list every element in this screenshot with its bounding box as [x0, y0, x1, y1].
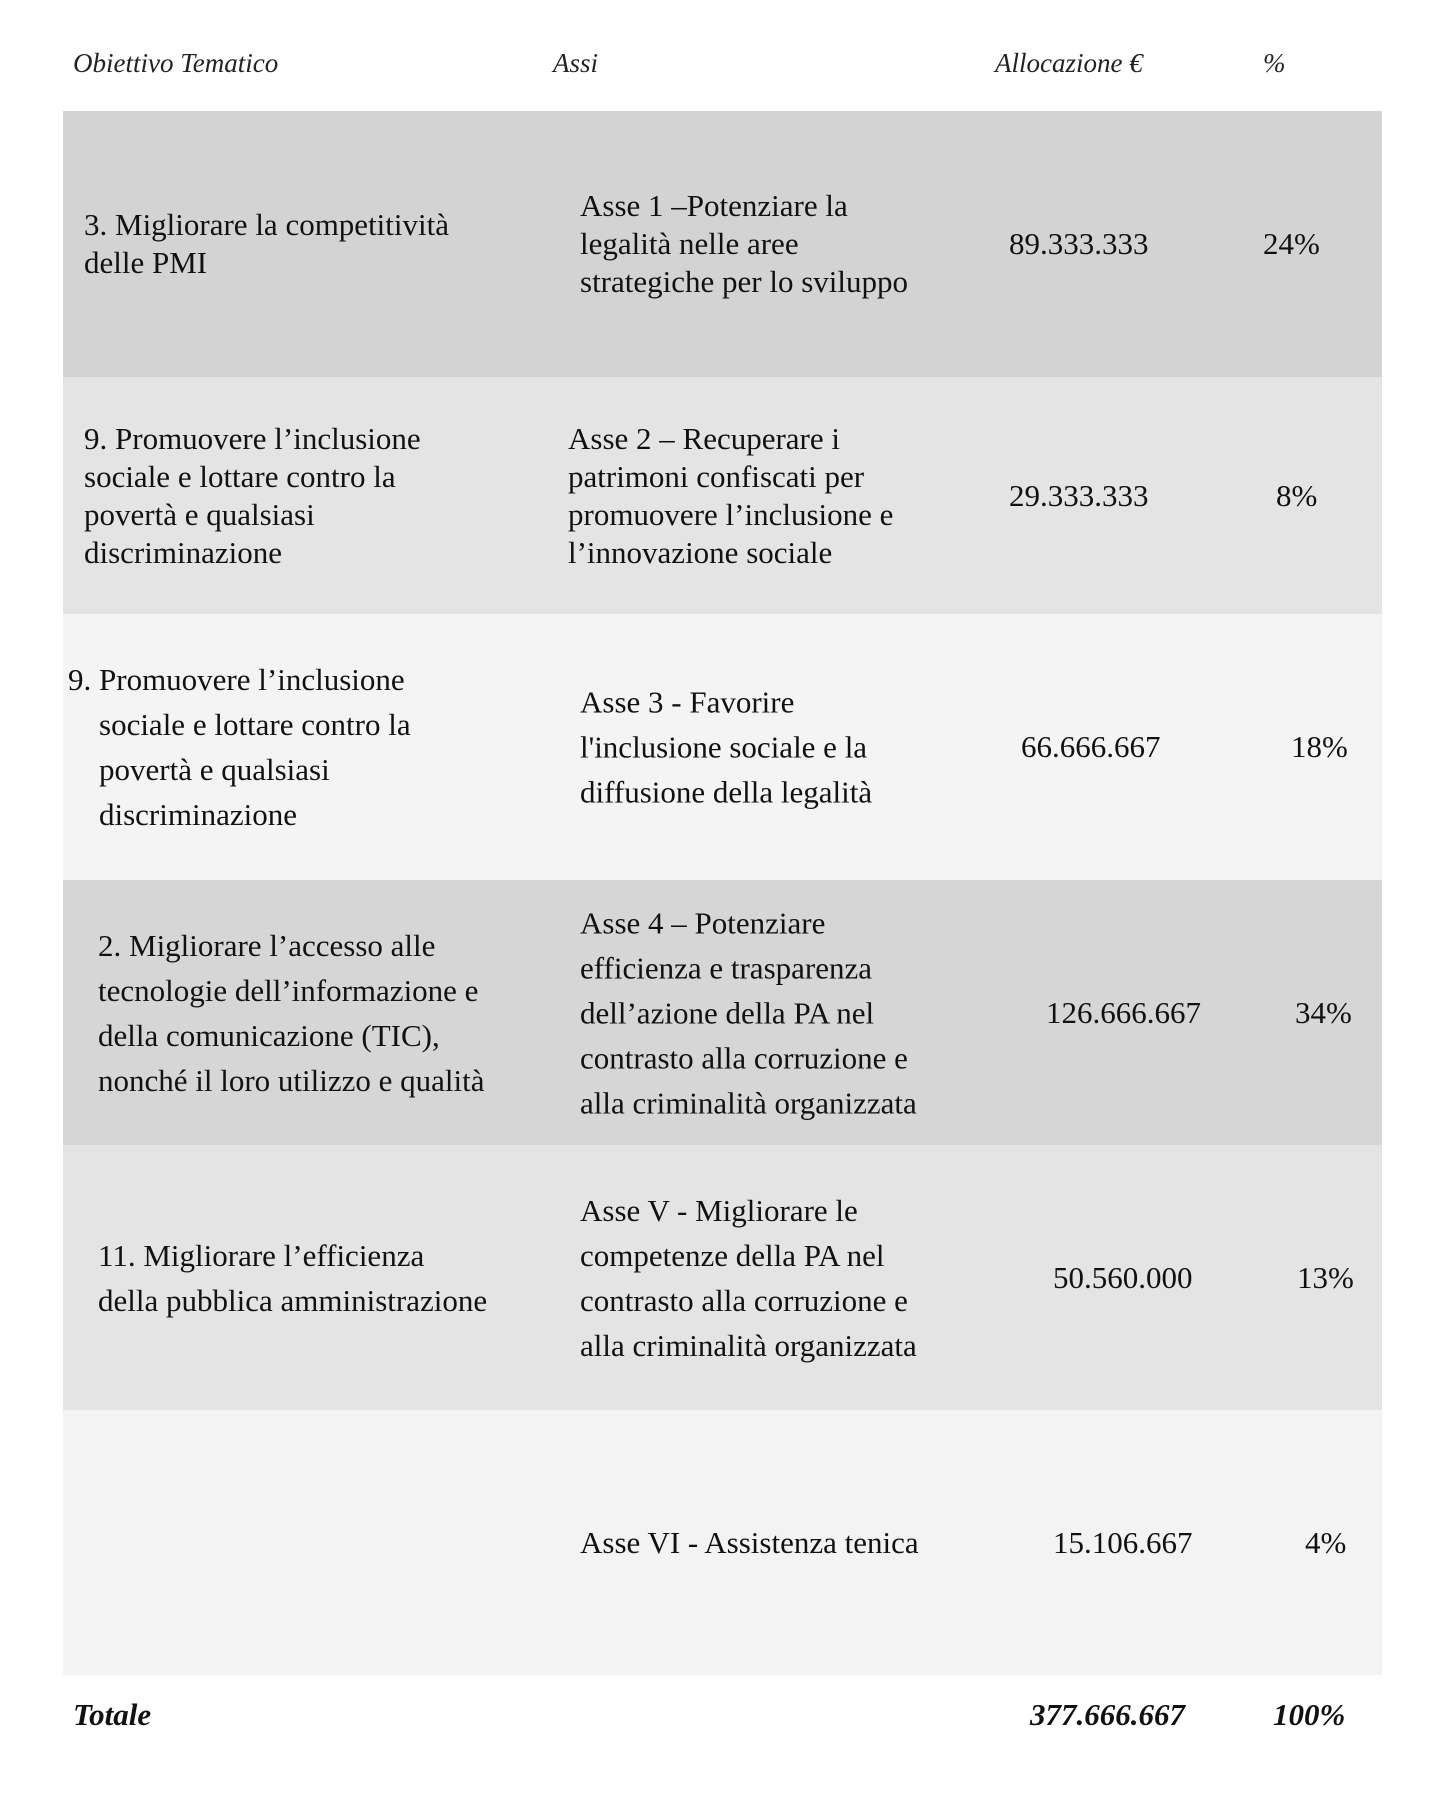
total-label: Totale — [73, 1697, 152, 1732]
percent-cell: 4% — [1305, 1524, 1347, 1560]
objective-cell: 2. Migliorare l’accesso alle tecnologie dell’informazione e della comunicazione (TIC), nonché il loro utilizzo e qualità — [98, 927, 485, 1098]
objective-cell: 9. Promuovere l’inclusione sociale e lottare contro la povertà e qualsiasi discriminazione — [68, 662, 411, 832]
percent-cell: 18% — [1291, 729, 1348, 764]
percent-cell: 24% — [1263, 226, 1320, 261]
amount-cell: 89.333.333 — [1009, 226, 1149, 261]
table-row — [63, 1410, 1382, 1675]
objective-cell: 11. Migliorare l’efficienza della pubblica amministrazione — [98, 1237, 488, 1318]
amount-cell: 126.666.667 — [1046, 994, 1201, 1030]
table-row — [63, 111, 1382, 377]
amount-cell: 66.666.667 — [1021, 729, 1161, 764]
percent-cell: 8% — [1276, 477, 1318, 513]
header-percent: % — [1263, 48, 1286, 78]
header-axes: Assi — [553, 48, 599, 78]
axis-cell: Asse 4 – Potenziare efficienza e trasparenza dell’azione della PA nel contrasto alla corruzione e alla criminalità organizzata — [580, 905, 917, 1120]
objective-cell: 9. Promuovere l’inclusione sociale e lottare contro la povertà e qualsiasi discriminazione — [84, 420, 421, 570]
header-allocation: Allocazione € — [995, 48, 1143, 78]
table-row — [63, 377, 1382, 614]
percent-cell: 34% — [1295, 994, 1352, 1030]
allocation-table — [63, 111, 1382, 1675]
axis-cell: Asse 2 – Recuperare i patrimoni confiscati per promuovere l’inclusione e l’innovazione sociale — [568, 420, 894, 570]
total-amount: 377.666.667 — [1030, 1697, 1185, 1732]
amount-cell: 15.106.667 — [1053, 1524, 1193, 1560]
table-row — [63, 1145, 1382, 1410]
axis-cell: Asse 3 - Favorire l'inclusione sociale e la diffusione della legalità — [580, 684, 873, 810]
table-row — [63, 614, 1382, 880]
objective-cell: 3. Migliorare la competitività delle PMI — [84, 207, 450, 280]
amount-cell: 29.333.333 — [1009, 477, 1149, 513]
header-objective: Obiettivo Tematico — [73, 48, 279, 78]
total-percent: 100% — [1273, 1697, 1346, 1732]
percent-cell: 13% — [1297, 1259, 1354, 1295]
table-row — [63, 880, 1382, 1145]
axis-cell: Asse 1 –Potenziare la legalità nelle aree strategiche per lo sviluppo — [580, 188, 908, 299]
axis-cell: Asse VI - Assistenza tenica — [580, 1524, 919, 1560]
axis-cell: Asse V - Migliorare le competenze della PA nel contrasto alla corruzione e alla criminalità organizzata — [580, 1192, 917, 1363]
amount-cell: 50.560.000 — [1053, 1259, 1193, 1295]
